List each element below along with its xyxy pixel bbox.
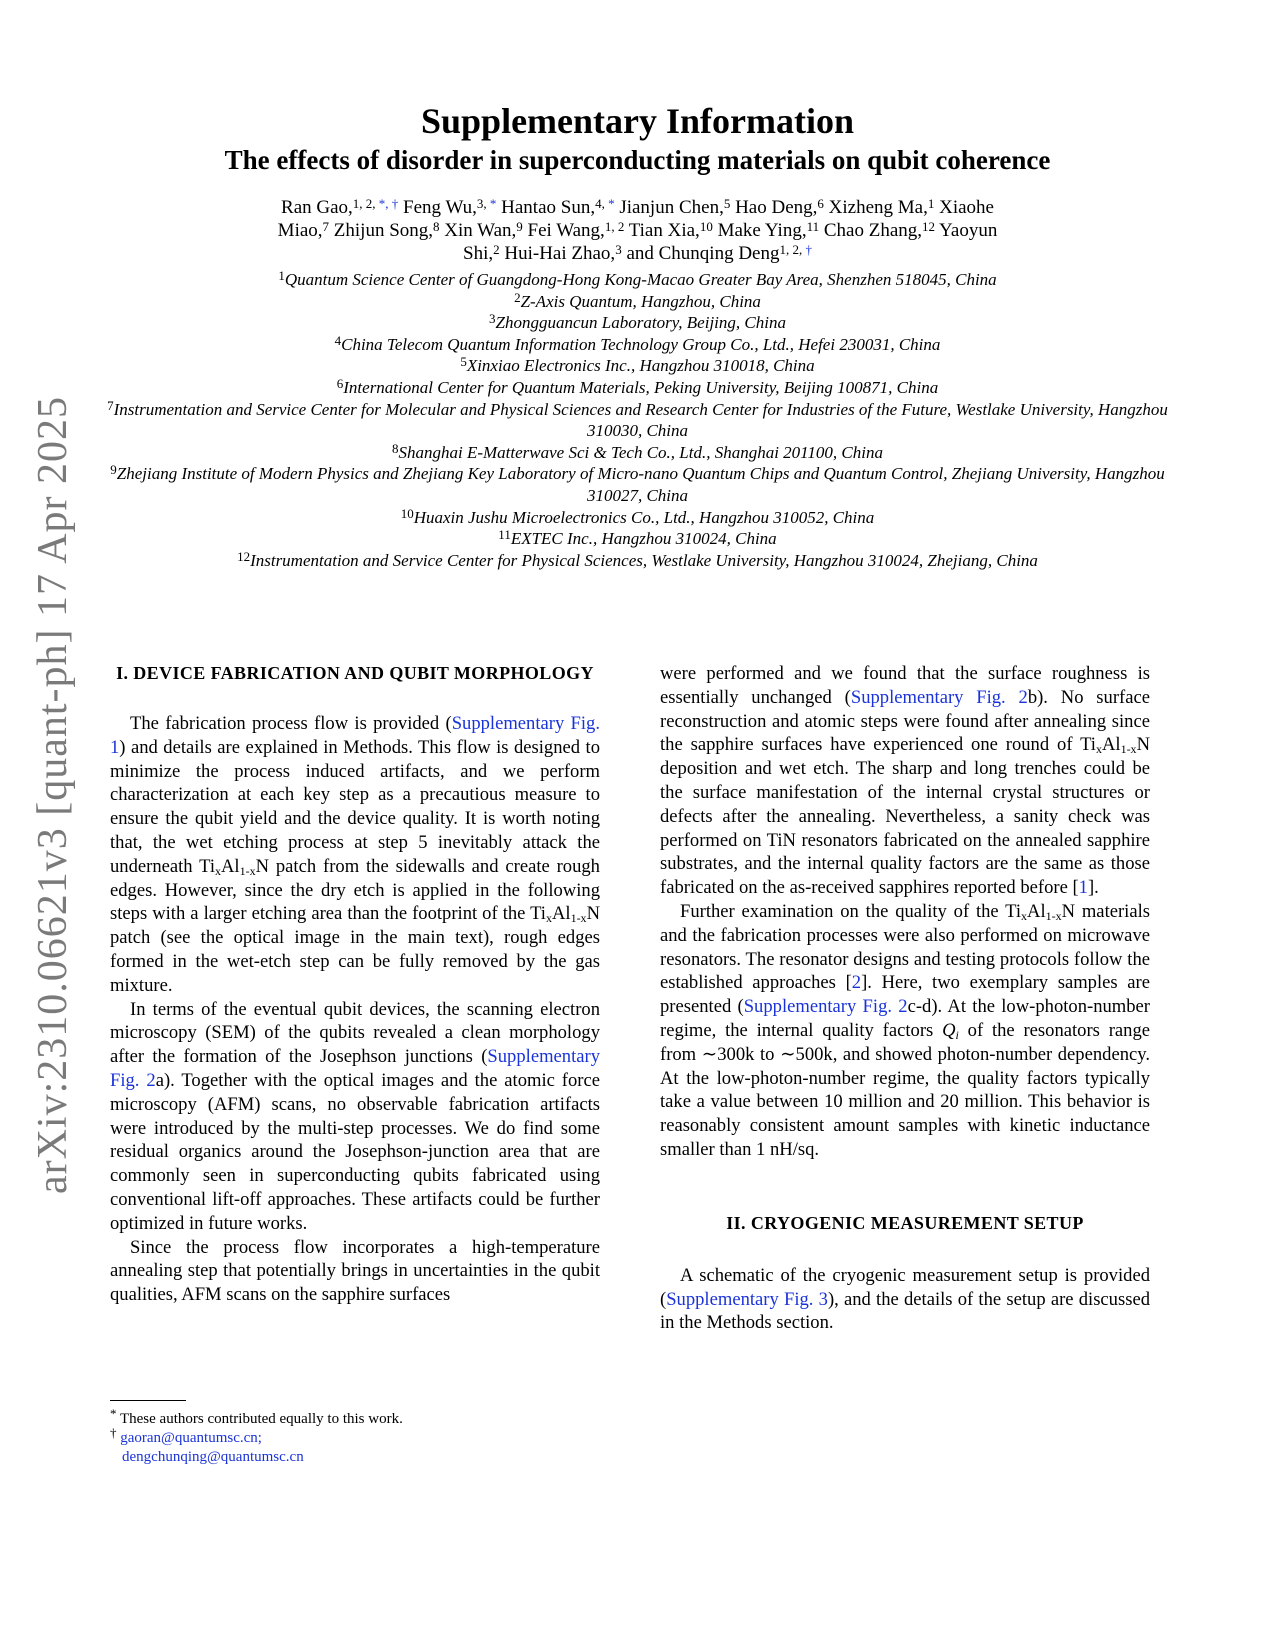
author: Xizheng Ma,$^1$ bbox=[823, 196, 935, 218]
footnote-corresponding: † gaoran@quantumsc.cn; bbox=[110, 1425, 262, 1446]
author: Chao Zhang,$^{12}$ bbox=[819, 219, 936, 241]
footnotes bbox=[110, 1406, 610, 1467]
section-heading-1: I. DEVICE FABRICATION AND QUBIT MORPHOLOGY bbox=[116, 663, 594, 683]
affiliation: $^2$Z-Axis Quantum, Hangzhou, China bbox=[514, 289, 761, 311]
right-column bbox=[660, 662, 1150, 1335]
author: Make Ying,$^{11}$ bbox=[712, 219, 820, 241]
paper-subtitle: The effects of disorder in superconducting materials on qubit coherence bbox=[224, 145, 1051, 175]
author: Hui-Hai Zhao,$^3$ bbox=[499, 242, 622, 264]
left-column bbox=[110, 662, 600, 1307]
paragraph: A schematic of the cryogenic measurement setup is provided (Supplementary Fig. 3), and the details of the setup are discussed in the Methods section. bbox=[660, 1264, 1150, 1334]
reference-link[interactable]: Supplementary Fig. 2 bbox=[850, 686, 1028, 708]
author: Hantao Sun,$^{4, *}$ bbox=[496, 196, 615, 218]
reference-link[interactable]: Supplementary Fig. 2 bbox=[110, 1046, 600, 1091]
affiliation: $^1$Quantum Science Center of Guangdong-Hong Kong-Macao Greater Bay Area, Shenzhen 518045, China bbox=[278, 268, 997, 289]
paragraph: were performed and we found that the surface roughness is essentially unchanged (Supplementary Fig. 2b). No surface reconstruction and atomic steps were found after annealing since the sapphire surfaces have experienced one round of $Ti_xAl_{1-x}N$ deposition and wet etch. The sharp and long trenches could be the surface manifestation of the internal crystal structures or defects after the annealing. Nevertheless, a sanity check was performed on TiN resonators fabricated on the annealed sapphire substrates, and the internal quality factors are the same as those fabricated on the as-received sapphires reported before [1]. bbox=[660, 663, 1150, 899]
affiliation: $^3$Zhongguancun Laboratory, Beijing, China bbox=[489, 311, 786, 333]
author: Ran Gao,$^{1, 2, *, \dagger}$ bbox=[281, 196, 399, 218]
affiliation: $^7$Instrumentation and Service Center for Molecular and Physical Sciences and Research Center for Industries of the Future, Westlake University, Hangzhou 310030, China bbox=[107, 397, 1168, 441]
author: Feng Wu,$^{3, *}$ bbox=[398, 196, 497, 218]
affiliation-list bbox=[100, 269, 1175, 571]
reference-link[interactable]: 1 bbox=[1078, 877, 1088, 899]
arxiv-id-text: arXiv:2310.06621v3 [quant-ph] 17 Apr 2025 bbox=[30, 395, 76, 1195]
affiliation: $^{11}$EXTEC Inc., Hangzhou 310024, China bbox=[498, 527, 777, 549]
footnote-rule bbox=[110, 1400, 186, 1401]
paragraph: Since the process flow incorporates a high-temperature annealing step that potentially brings in uncertainties in the qubit qualities, AFM scans on the sapphire surfaces bbox=[110, 1236, 600, 1306]
affiliation: $^4$China Telecom Quantum Information Technology Group Co., Ltd., Hefei 230031, China bbox=[334, 332, 941, 354]
email-link[interactable]: gaoran@quantumsc.cn; bbox=[120, 1430, 262, 1446]
affiliation: $^9$Zhejiang Institute of Modern Physics and Zhejiang Key Laboratory of Micro-nano Quantum Chips and Quantum Control, Zhejiang University, Hangzhou 310027, China bbox=[110, 462, 1165, 505]
paper-title: Supplementary Information bbox=[420, 101, 855, 141]
author: Xiaohe Miao,$^7$ bbox=[277, 197, 994, 241]
author: Hao Deng,$^6$ bbox=[730, 196, 824, 218]
author: Fei Wang,$^{1, 2}$ bbox=[522, 219, 625, 241]
reference-link[interactable]: Supplementary Fig. 1 bbox=[110, 713, 600, 758]
reference-link[interactable]: Supplementary Fig. 3 bbox=[666, 1288, 828, 1310]
reference-link[interactable]: Supplementary Fig. 2 bbox=[743, 996, 908, 1018]
affiliation: $^8$Shanghai E-Matterwave Sci & Tech Co., Ltd., Shanghai 201100, China bbox=[392, 440, 883, 462]
author: Tian Xia,$^{10}$ bbox=[624, 219, 713, 241]
author: Xin Wan,$^9$ bbox=[439, 219, 523, 241]
reference-link[interactable]: 2 bbox=[851, 972, 862, 994]
affiliation: $^{10}$Huaxin Jushu Microelectronics Co., Ltd., Hangzhou 310052, China bbox=[400, 505, 875, 527]
author-list bbox=[258, 196, 1018, 265]
paragraph: In terms of the eventual qubit devices, the scanning electron microscopy (SEM) of the qubits revealed a clean morphology after the formation of the Josephson junctions (Supplementary Fig. 2a). Together with the optical images and the atomic force microscopy (AFM) scans, no observable fabrication artifacts were introduced by the multi-step processes. We do find some residual organics around the Josephson-junction area that are commonly seen in superconducting qubits fabricated using conventional lift-off approaches. These artifacts could be further optimized in future works. bbox=[110, 998, 600, 1234]
author: Yaoyun Shi,$^2$ bbox=[463, 220, 998, 264]
arxiv-margin-identifier bbox=[30, 395, 76, 1195]
affiliation: $^5$Xinxiao Electronics Inc., Hangzhou 310018, China bbox=[460, 354, 815, 376]
paragraph: The fabrication process flow is provided (Supplementary Fig. 1) and details are explained in Methods. This flow is designed to minimize the process induced artifacts, and we perform characterization at each key step as a precautious measure to ensure the qubit yield and the device quality. It is worth noting that, the wet etching process at step 5 inevitably attack the underneath $Ti_xAl_{1-x}N$ patch from the sidewalls and create rough edges. However, since the dry etch is applied in the following steps with a larger etching area than the footprint of the $Ti_xAl_{1-x}N$ patch (see the optical image in the main text), rough edges formed in the wet-etch step can be fully removed by the gas mixture. bbox=[110, 713, 600, 996]
email-link[interactable]: dengchunqing@quantumsc.cn bbox=[122, 1449, 304, 1465]
paper-header bbox=[100, 100, 1175, 571]
affiliation: $^6$International Center for Quantum Materials, Peking University, Beijing 100871, China bbox=[336, 375, 939, 397]
author: Zhijun Song,$^8$ bbox=[329, 219, 440, 241]
author: and Chunqing Deng$^{1, 2, \dagger}$ bbox=[621, 242, 812, 264]
author: Jianjun Chen,$^5$ bbox=[614, 196, 731, 218]
affiliation: $^{12}$Instrumentation and Service Center for Physical Sciences, Westlake University, Hangzhou 310024, Zhejiang, China bbox=[237, 548, 1038, 570]
footnote-equal-contribution: * These authors contributed equally to this work. bbox=[110, 1406, 403, 1427]
paragraph: Further examination on the quality of the $Ti_xAl_{1-x}N$ materials and the fabrication processes were also performed on microwave resonators. The resonator designs and testing protocols follow the established approaches [2]. Here, two exemplary samples are presented (Supplementary Fig. 2c-d). At the low-photon-number regime, the internal quality factors $Q_i$ of the resonators range from ∼300k to ∼500k, and showed photon-number dependency. At the low-photon-number regime, the quality factors typically take a value between 10 million and 20 million. This behavior is reasonably consistent amount samples with kinetic inductance smaller than 1 nH/sq. bbox=[660, 900, 1150, 1160]
section-heading-2: II. CRYOGENIC MEASUREMENT SETUP bbox=[726, 1212, 1084, 1233]
